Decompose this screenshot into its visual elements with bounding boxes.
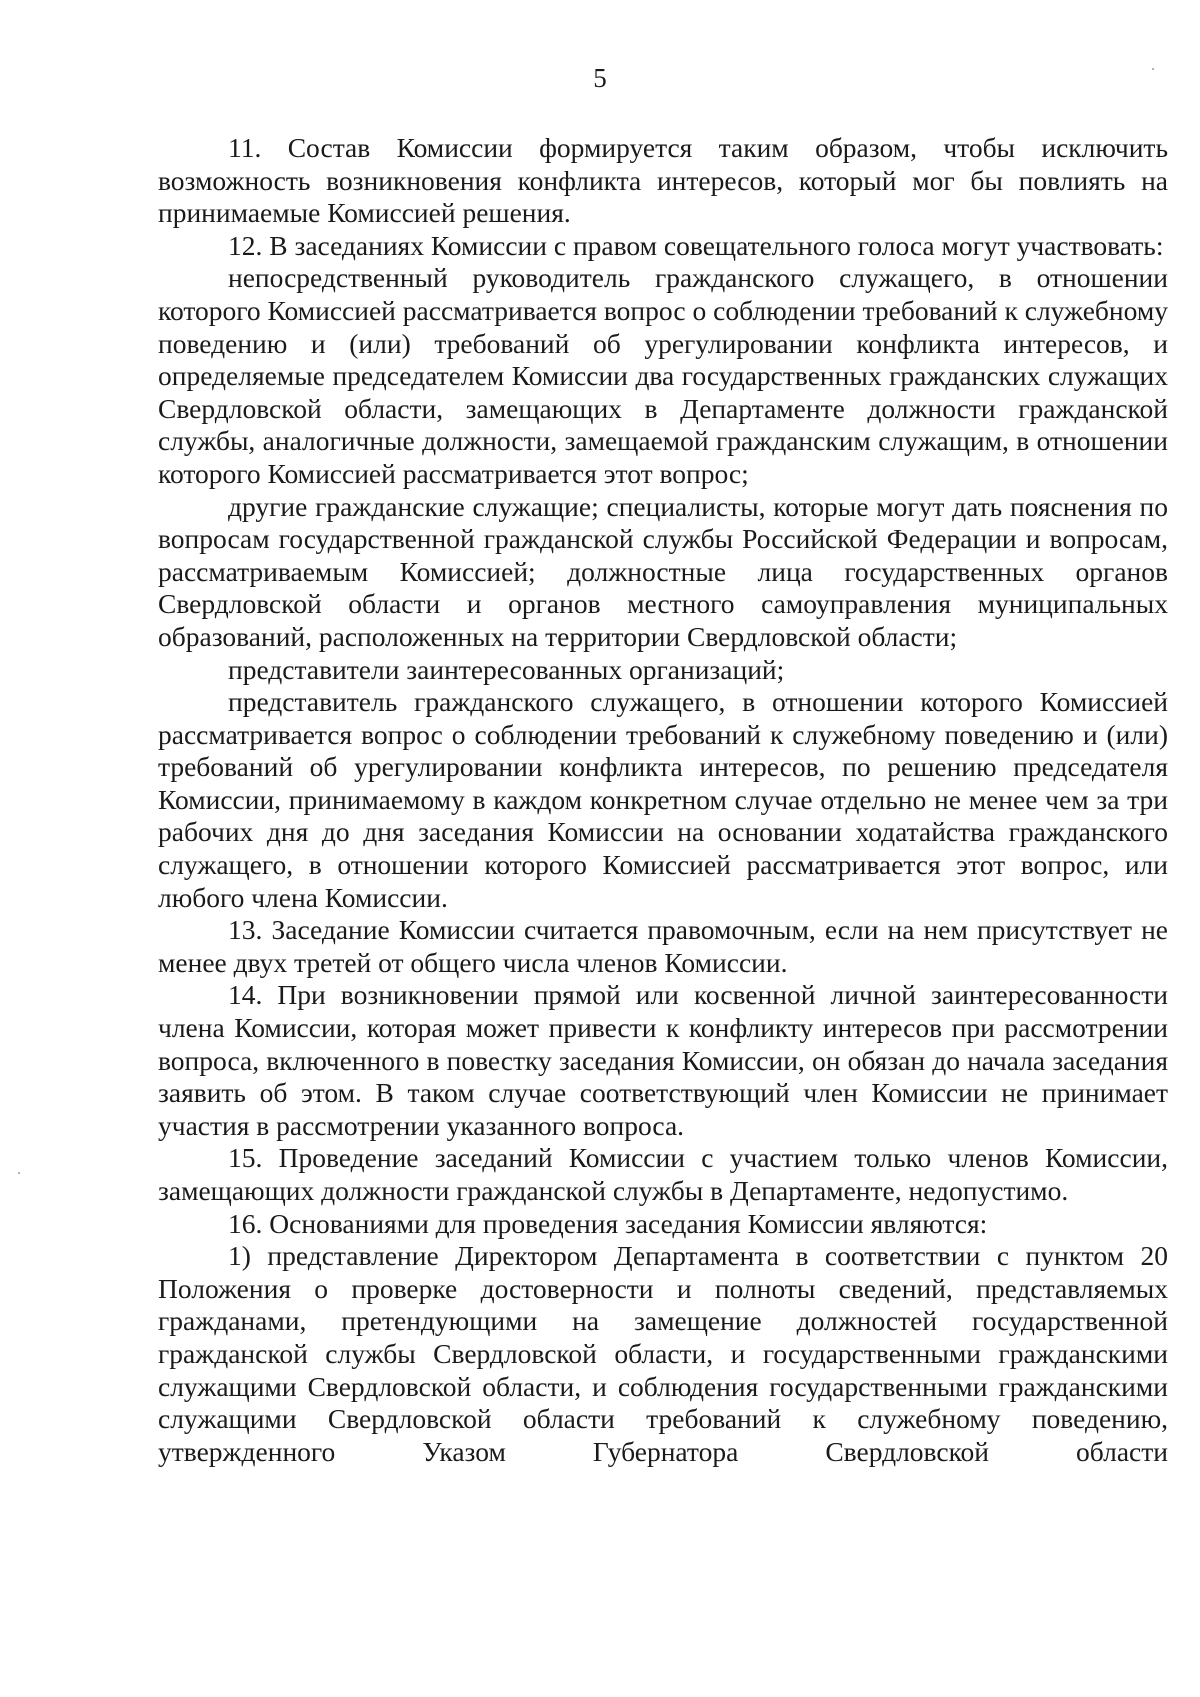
paragraph-12-item-other-servants: другие гражданские служащие; специалисты, которые могут дать пояснения по вопросам государственной гражданской службы Российской Федерации и вопросам, рассматриваемым Комиссией; должностные лица государственных органов Свердловской области и органов местного самоуправления муниципальных образований, расположенных на территории Свердловской области; bbox=[158, 490, 1168, 652]
document-body bbox=[158, 132, 1168, 1468]
paragraph-12-item-supervisor: непосредственный руководитель гражданского служащего, в отношении которого Комиссией рассматривается вопрос о соблюдении требований к служебному поведению и (или) требований об урегулировании конфликта интересов, и определяемые председателем Комиссии два государственных гражданских служащих Свердловской области, замещающих в Департаменте должности гражданской службы, аналогичные должности, замещаемой гражданским служащим, в отношении которого Комиссией рассматривается этот вопрос; bbox=[158, 262, 1168, 489]
paragraph-13: 13. Заседание Комиссии считается правомочным, если на нем присутствует не менее двух третей от общего числа членов Комиссии. bbox=[158, 914, 1168, 978]
paragraph-16: 16. Основаниями для проведения заседания Комиссии являются: bbox=[228, 1207, 988, 1239]
paragraph-16-item-1: 1) представление Директором Департамента в соответствии с пунктом 20 Положения о проверке достоверности и полноты сведений, представляемых гражданами, претендующими на замещение должностей государственной гражданской службы Свердловской области, и государственными гражданскими служащими Свердловской области, и соблюдения государственными гражданскими служащими Свердловской области требований к служебному поведению, утвержденного Указом Губернатора Свердловской области bbox=[158, 1240, 1168, 1467]
page-number: 5 bbox=[593, 63, 607, 93]
paragraph-11: 11. Состав Комиссии формируется таким образом, чтобы исключить возможность возникновения конфликта интересов, который мог бы повлиять на принимаемые Комиссией решения. bbox=[158, 132, 1168, 229]
scan-speck bbox=[1152, 68, 1154, 70]
paragraph-12-item-representative: представитель гражданского служащего, в отношении которого Комиссией рассматривается вопрос о соблюдении требований к служебному поведению и (или) требований об урегулировании конфликта интересов, по решению председателя Комиссии, принимаемому в каждом конкретном случае отдельно не менее чем за три рабочих дня до дня заседания Комиссии на основании ходатайства гражданского служащего, в отношении которого Комиссией рассматривается этот вопрос, или любого члена Комиссии. bbox=[158, 686, 1168, 913]
scan-speck bbox=[18, 1172, 20, 1174]
paragraph-15: 15. Проведение заседаний Комиссии с участием только членов Комиссии, замещающих должности гражданской службы в Департаменте, недопустимо. bbox=[158, 1142, 1168, 1206]
paragraph-14: 14. При возникновении прямой или косвенной личной заинтересованности члена Комиссии, которая может привести к конфликту интересов при рассмотрении вопроса, включенного в повестку заседания Комиссии, он обязан до начала заседания заявить об этом. В таком случае соответствующий член Комиссии не принимает участия в рассмотрении указанного вопроса. bbox=[158, 979, 1168, 1141]
paragraph-12-item-organizations: представители заинтересованных организаций; bbox=[228, 653, 785, 685]
paragraph-12: 12. В заседаниях Комиссии с правом совещательного голоса могут участвовать: bbox=[228, 229, 1164, 261]
